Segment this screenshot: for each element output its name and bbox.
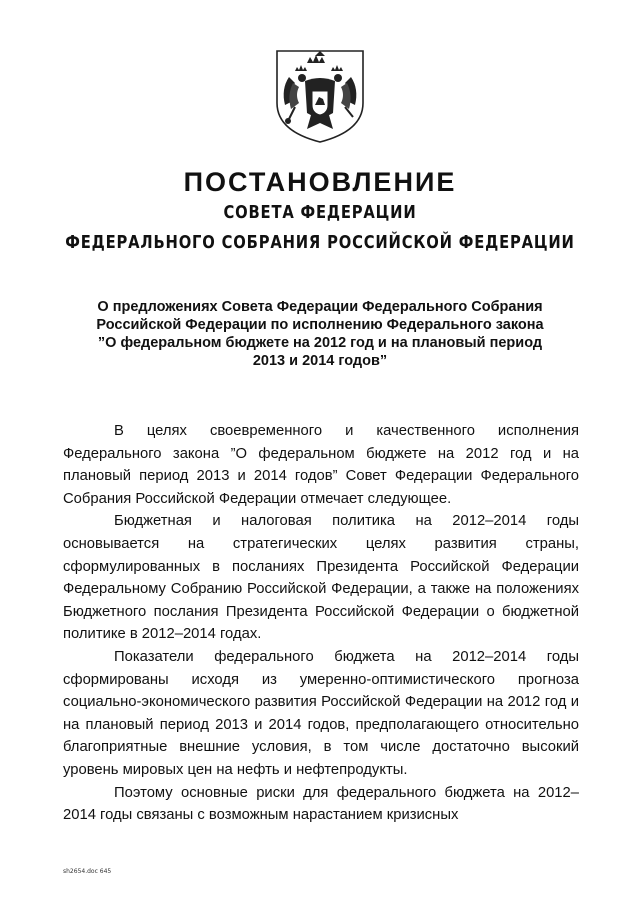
body-paragraph: Показатели федерального бюджета на 2012–2014 годы сформированы исходя из умеренно-оптимистического прогноза социально-экономического развития Российской Федерации на 2012 год и на плановый период 2013 и 2014 годов, предполагающего относительно благоприятные внешние условия, в том числе достаточно высокий уровень мировых цен на нефть и нефтепродукты. — [63, 648, 579, 778]
subject-line: Российской Федерации по исполнению Федерального закона — [96, 317, 544, 333]
document-body — [63, 420, 579, 827]
body-paragraph: Поэтому основные риски для федерального бюджета на 2012–2014 годы связаны с возможным нарастанием кризисных — [63, 784, 579, 824]
subject-line: 2013 и 2014 годов” — [252, 353, 388, 369]
subject-line: О предложениях Совета Федерации Федерального Собрания — [97, 299, 543, 315]
body-paragraph: Бюджетная и налоговая политика на 2012–2014 годы основывается на стратегических целях развития страны, сформулированных в посланиях Президента Российской Федерации Федеральному Собранию Российской Федерации, а также на положениях Бюджетного послания Президента Российской Федерации о бюджетной политике в 2012–2014 годах. — [63, 513, 579, 643]
issuer-line-2: ФЕДЕРАЛЬНОГО СОБРАНИЯ РОССИЙСКОЙ ФЕДЕРАЦИИ — [65, 232, 575, 253]
file-code: sh2654.doc 645 — [63, 868, 112, 875]
issuer-line-1: СОВЕТА ФЕДЕРАЦИИ — [223, 202, 417, 223]
body-paragraph: В целях своевременного и качественного исполнения Федерального закона ”О федеральном бюджете на 2012 год и на плановый период 2013 и 2014 годов” Совет Федерации Федерального Собрания Российской Федерации отмечает следующее. — [63, 423, 579, 507]
subject-line: ”О федеральном бюджете на 2012 год и на плановый период — [97, 335, 543, 351]
document-title: ПОСТАНОВЛЕНИЕ — [183, 167, 457, 197]
coat-of-arms-icon — [269, 47, 371, 145]
document-subject — [60, 298, 580, 370]
